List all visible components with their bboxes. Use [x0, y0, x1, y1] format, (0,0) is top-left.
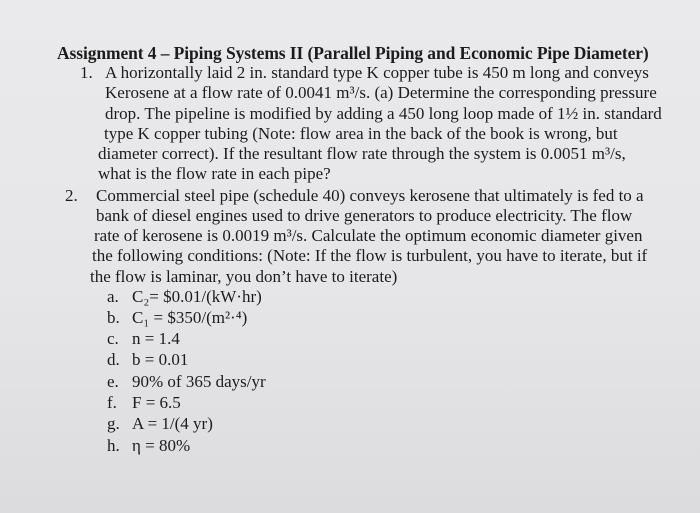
condition-label: c.	[107, 329, 119, 348]
condition-item	[107, 329, 180, 349]
condition-label: e.	[107, 372, 119, 391]
problem-2-line: the flow is laminar, you don’t have to iterate)	[90, 267, 398, 286]
problem-2-line: Commercial steel pipe (schedule 40) conveys kerosene that ultimately is fed to a	[96, 186, 644, 205]
condition-item	[107, 287, 262, 307]
condition-label: f.	[107, 393, 117, 412]
condition-text: C₂= $0.01/(kW·hr)	[132, 287, 262, 306]
problem-1-line: what is the flow rate in each pipe?	[98, 164, 331, 183]
condition-text: A = 1/(4 yr)	[132, 414, 213, 433]
problem-1-line: Kerosene at a flow rate of 0.0041 m³/s. (a) Determine the corresponding pressure	[105, 83, 657, 102]
condition-item	[107, 393, 181, 413]
problem-2-line: bank of diesel engines used to drive generators to produce electricity. The flow	[96, 206, 633, 225]
problem-1-line: drop. The pipeline is modified by adding a 450 long loop made of 1½ in. standard	[105, 104, 662, 123]
condition-item	[107, 414, 213, 434]
condition-text: F = 6.5	[132, 393, 181, 412]
problem-1-number: 1.	[80, 63, 93, 82]
condition-item	[107, 308, 247, 328]
problem-2-line: the following conditions: (Note: If the flow is turbulent, you have to iterate, but if	[92, 246, 648, 265]
assignment-title: Assignment 4 – Piping Systems II (Parallel Piping and Economic Pipe Diameter)	[57, 43, 649, 63]
problem-2-number: 2.	[65, 186, 78, 205]
condition-label: b.	[107, 308, 120, 327]
condition-text: η = 80%	[132, 436, 191, 455]
problem-1-line: diameter correct). If the resultant flow rate through the system is 0.0051 m³/s,	[98, 144, 626, 163]
problem-1-line: A horizontally laid 2 in. standard type K copper tube is 450 m long and conveys	[105, 63, 649, 82]
condition-label: h.	[107, 436, 120, 455]
condition-item	[107, 436, 190, 456]
condition-text: n = 1.4	[132, 329, 180, 348]
problem-2-line: rate of kerosene is 0.0019 m³/s. Calculate the optimum economic diameter given	[94, 226, 643, 245]
condition-label: g.	[107, 414, 120, 433]
condition-text: C₁ = $350/(m²·⁴)	[132, 308, 248, 327]
condition-text: b = 0.01	[132, 350, 189, 369]
problem-1-line: type K copper tubing (Note: flow area in the back of the book is wrong, but	[104, 124, 618, 143]
condition-label: d.	[107, 350, 120, 369]
condition-text: 90% of 365 days/yr	[132, 372, 266, 391]
condition-label: a.	[107, 287, 119, 306]
condition-item	[107, 350, 188, 370]
condition-item	[107, 372, 266, 392]
